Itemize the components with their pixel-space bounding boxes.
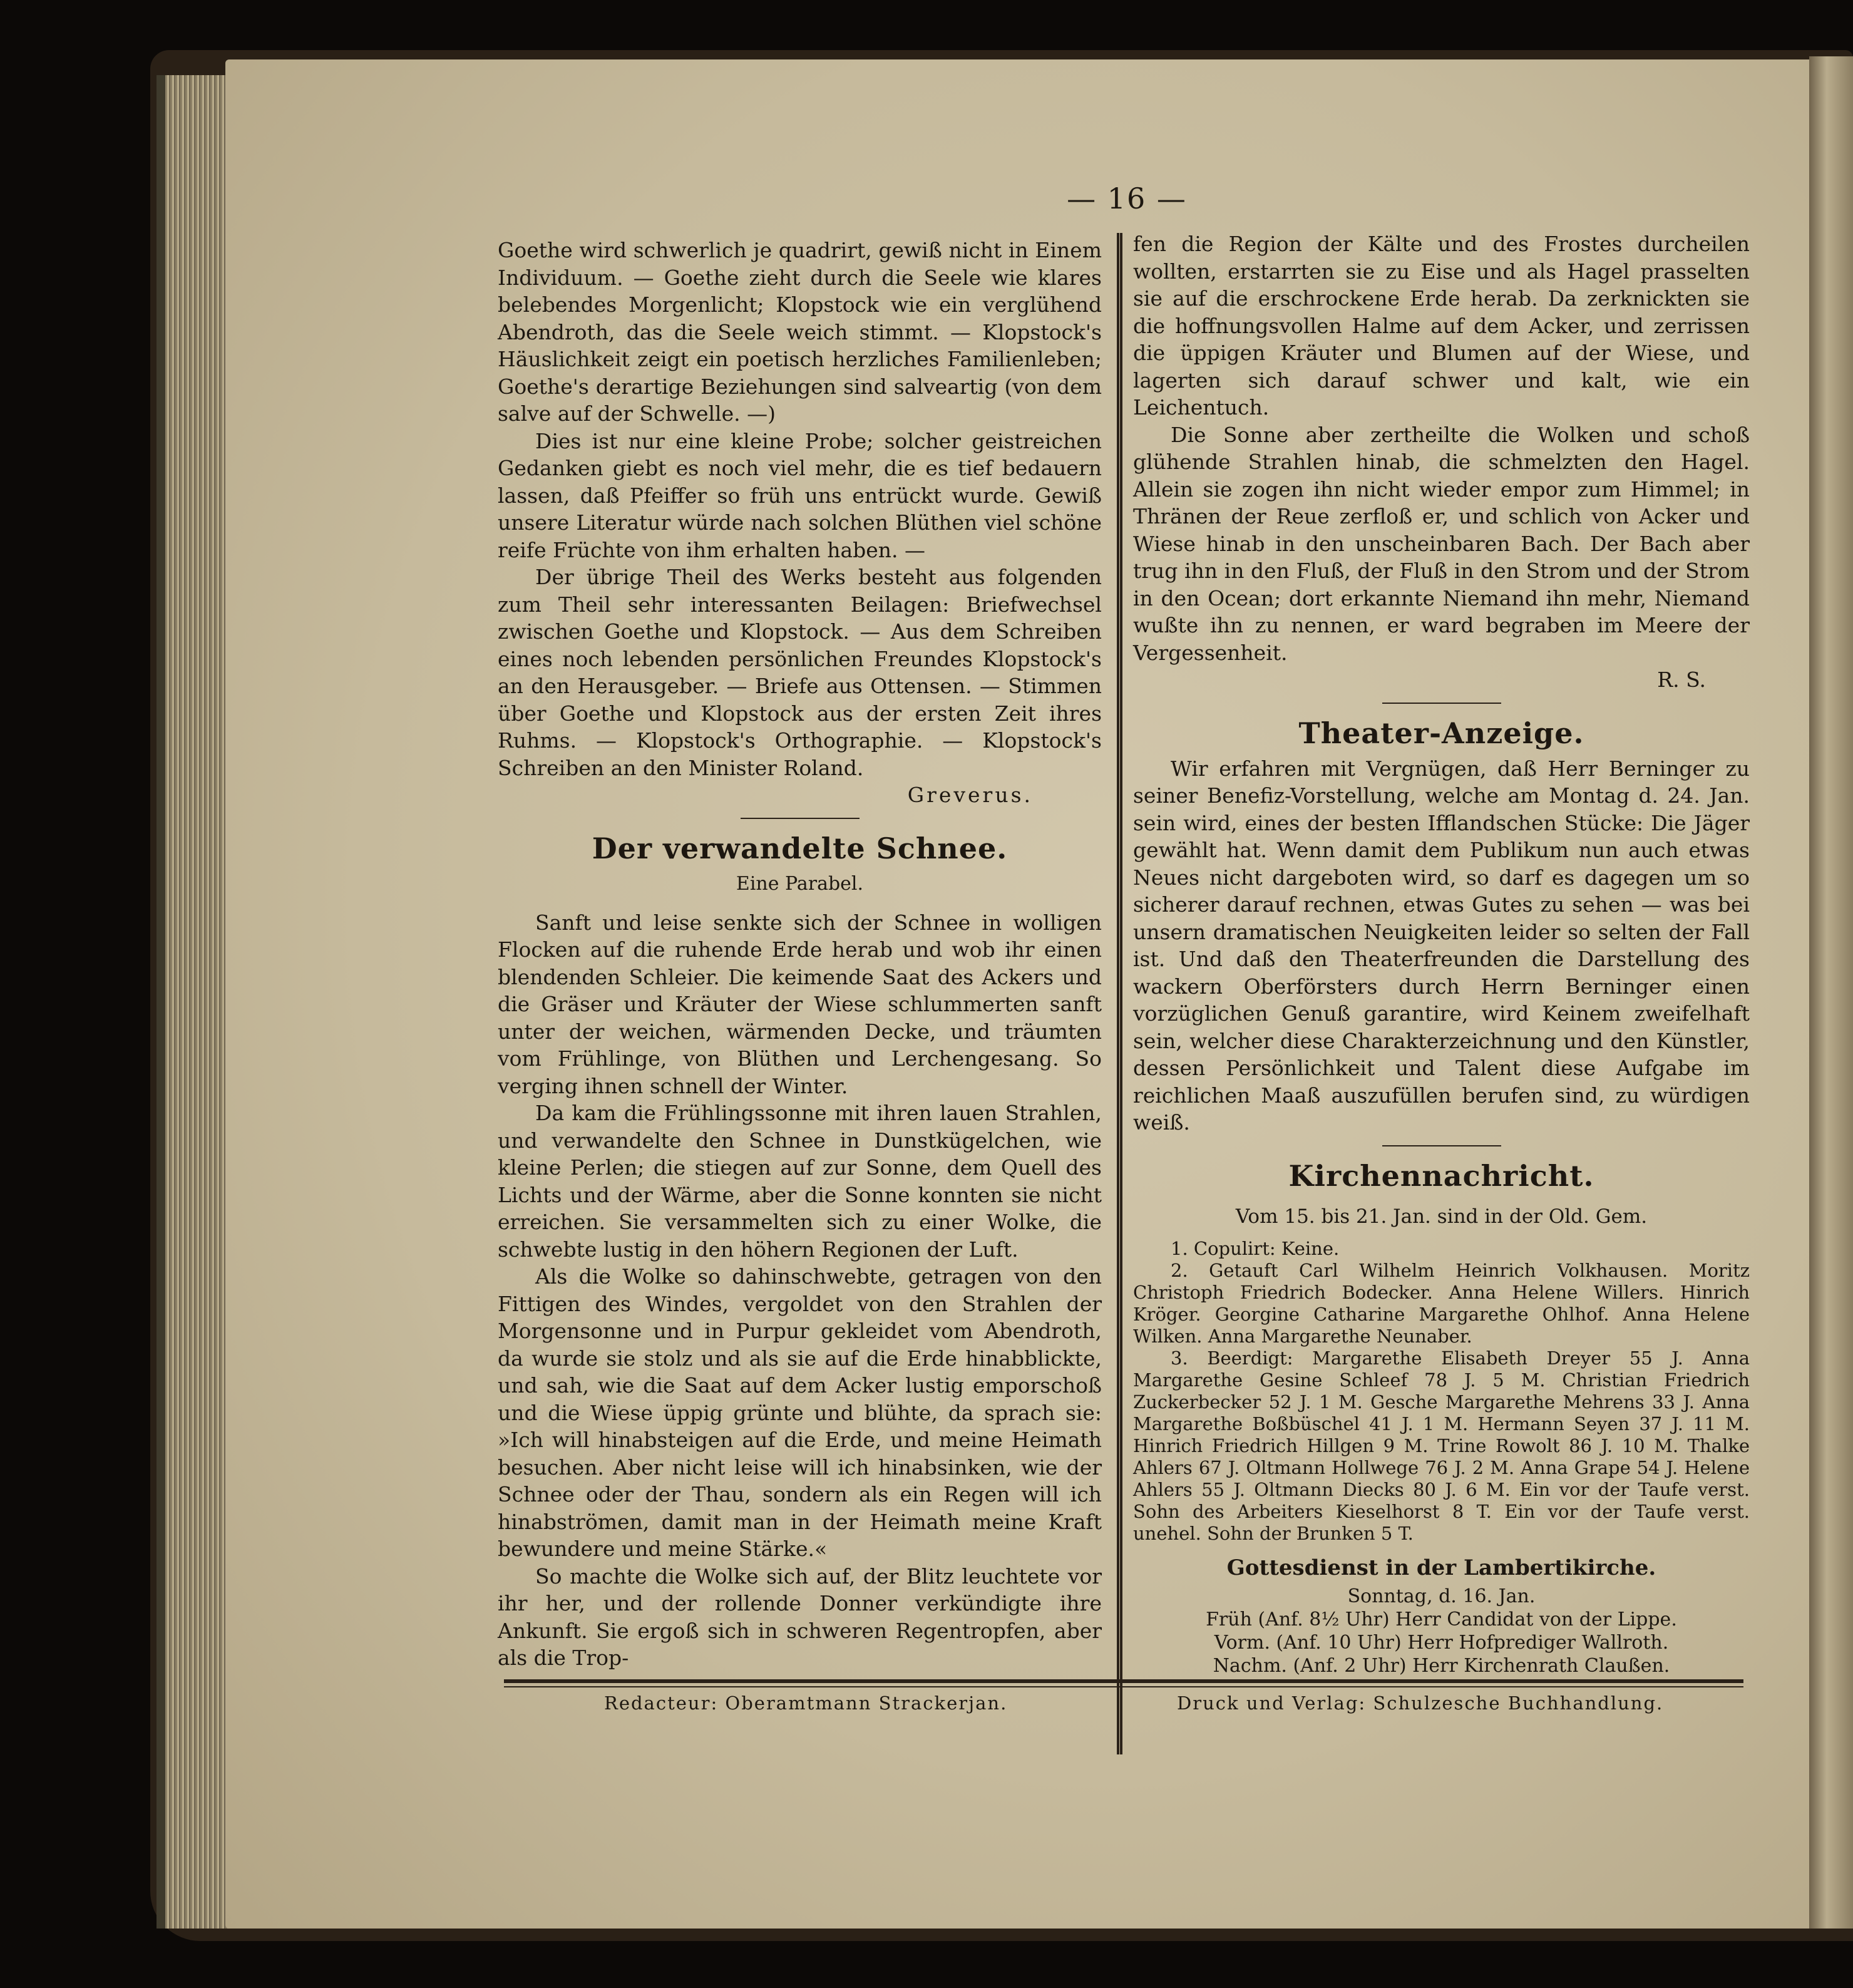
service-line: Früh (Anf. 8½ Uhr) Herr Candidat von der Lippe. — [1206, 1608, 1677, 1630]
service-line: Nachm. (Anf. 2 Uhr) Herr Kirchenrath Claußen. — [1213, 1654, 1670, 1677]
story-paragraph-4: So machte die Wolke sich auf, der Blitz leuchtete vor ihr her, und der rollende Donner verkündigte ihre Ankunft. Sie ergoß sich in schweren Regentropfen, aber als die Trop- — [498, 1563, 1102, 1670]
baptisms-entry: 2. Getauft Carl Wilhelm Heinrich Volkhausen. Moritz Christoph Friedrich Bodecker. Anna Helene Willers. Hinrich Kröger. Georgine Catharine Margarethe Ohlhof. Anna Helene Wilken. Anna Margarethe Neunaber. — [1133, 1259, 1750, 1347]
left-column — [498, 237, 1102, 1672]
church-records — [1133, 1238, 1750, 1545]
story-paragraph-3: Als die Wolke so dahinschwebte, getragen von den Fittigen des Windes, vergoldet von den Strahlen der Morgensonne und in Purpur gekleidet vom Abendroth, da wurde sie stolz und als sie auf die Erde hinabblickte, und sah, wie die Saat auf dem Acker lustig emporschoß und die Wiese üppig grünte und blühte, da sprach sie: »Ich will hinabsteigen auf die Erde, und meine Heimath besuchen. Aber nicht leise will ich hinabsinken, wie der Schnee oder der Thau, sondern als ein Regen will ich hinabströmen, damit man in der Heimath meine Kraft bewundere und meine Stärke.« — [498, 1264, 1102, 1561]
page-number: — 16 — — [1067, 182, 1187, 215]
printer-credit: Druck und Verlag: Schulzesche Buchhandlung. — [1177, 1692, 1664, 1714]
story-paragraph-1: Sanft und leise senkte sich der Schnee in wolligen Flocken auf die ruhende Erde herab und wob ihr einen blendenden Schleier. Die keimende Saat des Ackers und die Gräser und Kräuter der Wiese schlummerten sanft unter der weichen, wärmenden Decke, und träumten vom Frühlinge, von Blüthen und Lerchengesang. So verging ihnen schnell der Winter. — [498, 910, 1102, 1098]
service-line: Vorm. (Anf. 10 Uhr) Herr Hofprediger Wallroth. — [1214, 1631, 1669, 1654]
burials-entry: 3. Beerdigt: Margarethe Elisabeth Dreyer 55 J. Anna Margarethe Gesine Schleef 78 J. 5 M. Christian Friedrich Zuckerbecker 52 J. 1 M. Gesche Margarethe Mehrens 33 J. Anna Margarethe Boßbüschel 41 J. 1 M. Hermann Seyen 37 J. 11 M. Hinrich Friedrich Hillgen 9 M. Trine Rowolt 86 J. 10 M. Thalke Ahlers 67 J. Oltmann Hollwege 76 J. 2 M. Anna Grape 54 J. Helene Ahlers 55 J. Oltmann Diecks 80 J. 6 M. Ein vor der Taufe verst. Sohn des Arbeiters Kieselhorst 8 T. Ein vor der Taufe verst. unehel. Sohn der Brunken 5 T. — [1133, 1347, 1750, 1544]
page-number-value: 16 — [1107, 182, 1147, 215]
theater-heading: Theater-Anzeige. — [1298, 716, 1584, 750]
section-separator — [741, 818, 860, 819]
service-heading: Gottesdienst in der Lambertikirche. — [1226, 1555, 1656, 1580]
review-signature: Greverus. — [907, 783, 1033, 807]
story-continuation-1: fen die Region der Kälte und des Frostes durcheilen wollten, erstarrten sie zu Eise und als Hagel prasselten sie auf die erschrockene Erde herab. Da zerknickten sie die hoffnungsvollen Halme auf dem Acker, und zerrissen die üppigen Kräuter und Blumen auf der Wiese, und lagerten sich darauf schwer und kalt, wie ein Leichentuch. — [1133, 232, 1750, 420]
church-heading: Kirchennachricht. — [1288, 1158, 1594, 1193]
story-continuation-2: Die Sonne aber zertheilte die Wolken und schoß glühende Strahlen hinab, die schmelzten den Hagel. Allein sie zogen ihn nicht wieder empor zum Himmel; in Thränen der Reue zerfloß er, und schlich von Acker und Wiese hinab in den unscheinbaren Bach. Der Bach aber trug ihn in den Fluß, der Fluß in den Strom und der Strom in den Ocean; dort erkannte Niemand ihn mehr, Niemand wußte ihn zu nennen, er ward begraben im Meere der Vergessenheit. — [1133, 422, 1750, 665]
review-text-3: Der übrige Theil des Werks besteht aus folgenden zum Theil sehr interessanten Beilagen: Briefwechsel zwischen Goethe und Klopstock. — Aus dem Schreiben eines noch lebenden persönlichen Freundes Klopstock's an den Herausgeber. — Briefe aus Ottensen. — Stimmen über Goethe und Klopstock aus der ersten Zeit ihres Ruhms. — Klopstock's Orthographie. — Klopstock's Schreiben an den Minister Roland. — [498, 565, 1102, 780]
review-text-2: Dies ist nur eine kleine Probe; solcher geistreichen Gedanken giebt es noch viel mehr, die es tief bedauern lassen, daß Pfeiffer so früh uns entrückt wurde. Gewiß unsere Literatur würde nach solchen Blüthen viel schöne reife Früchte von ihm erhalten haben. — — [498, 428, 1102, 562]
story-paragraph-2: Da kam die Frühlingssonne mit ihren lauen Strahlen, und verwandelte den Schnee in Dunstkügelchen, wie kleine Perlen; die stiegen auf zur Sonne, dem Quell des Lichts und der Wärme, aber die Sonne konnten sie nicht erreichen. Sie versammelten sich zu einer Wolke, die schwebte lustig in den höhern Regionen der Luft. — [498, 1101, 1102, 1262]
review-text-1: Goethe wird schwerlich je quadrirt, gewiß nicht in Einem Individuum. — Goethe zieht durch die Seele wie klares belebendes Morgenlicht; Klopstock wie ein verglühend Abendroth, das die Seele weich stimmt. — Klopstock's Häuslichkeit zeigt ein poetisch herzliches Familienleben; Goethe's derartige Beziehungen sind salveartig (von dem salve auf der Schwelle. —) — [498, 238, 1102, 426]
book-gutter — [1809, 56, 1853, 1929]
editor-credit: Redacteur: Oberamtmann Strackerjan. — [604, 1692, 1008, 1714]
section-separator — [1382, 1145, 1501, 1146]
section-separator — [1382, 703, 1501, 704]
story-signature: R. S. — [1657, 667, 1706, 692]
story-subtitle: Eine Parabel. — [736, 872, 864, 895]
church-period: Vom 15. bis 21. Jan. sind in der Old. Gem. — [1235, 1205, 1648, 1228]
right-column — [1133, 230, 1750, 1677]
marriages-entry: 1. Copulirt: Keine. — [1171, 1237, 1340, 1259]
column-divider — [1117, 233, 1119, 1754]
service-date: Sonntag, d. 16. Jan. — [1347, 1585, 1536, 1607]
story-title: Der verwandelte Schnee. — [592, 831, 1008, 865]
footer-rule — [504, 1679, 1743, 1687]
theater-notice: Wir erfahren mit Vergnügen, daß Herr Berninger zu seiner Benefiz-Vorstellung, welche am Montag d. 24. Jan. sein wird, eines der besten Ifflandschen Stücke: Die Jäger gewählt hat. Wenn damit dem Publikum nun auch etwas Neues nicht dargeboten wird, so darf es dagegen um so sicherer darauf rechnen, etwas Gutes zu sehen — was bei unsern dramatischen Neuigkeiten leider so selten der Fall ist. Und daß den Theaterfreunden die Darstellung des wackern Oberförsters durch Herrn Berninger einen vorzüglichen Genuß garantire, wird Keinem zweifelhaft sein, welcher diese Charakterzeichnung und den Künstler, dessen Persönlichkeit und Talent diese Aufgabe im reichlichen Maaß auszufüllen berufen sind, zu würdigen weiß. — [1133, 756, 1750, 1135]
